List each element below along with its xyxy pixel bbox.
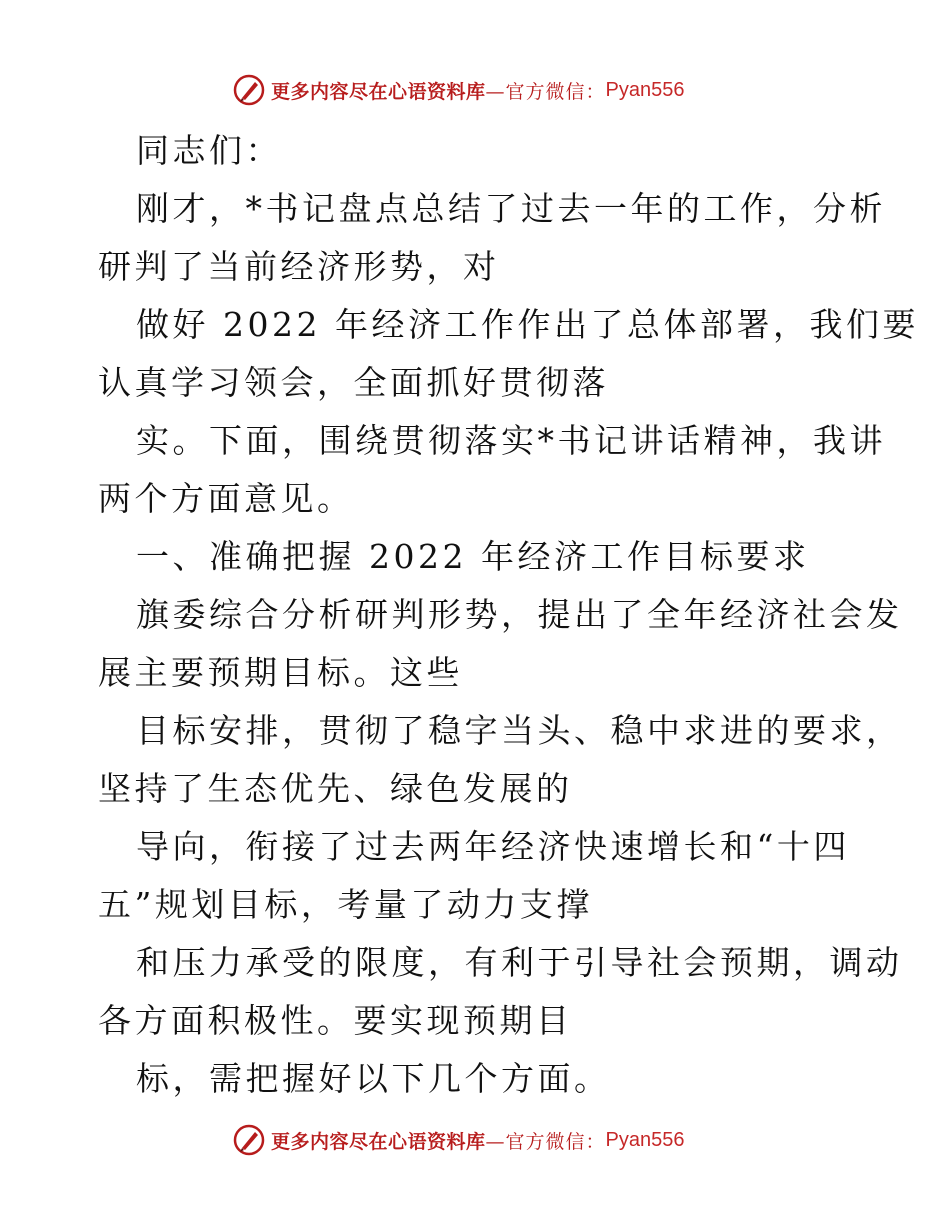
paragraph-line: 做好 2022 年经济工作作出了总体部署，我们要: [136, 305, 919, 344]
paragraph-line: 标，需把握好以下几个方面。: [136, 1059, 611, 1098]
document-body: [98, 122, 919, 1108]
paragraph-line: 认真学习领会，全面抓好贯彻落: [98, 363, 609, 402]
watermark-wechat-id: Pyan556: [605, 78, 685, 101]
watermark-official-text: —官方微信：: [485, 1130, 606, 1153]
watermark-official-text: —官方微信：: [485, 80, 606, 103]
paragraph-line: 展主要预期目标。这些: [98, 653, 463, 692]
salutation-line: 同志们：: [136, 131, 282, 170]
paragraph-line: 五”规划目标，考量了动力支撑: [98, 885, 593, 924]
header-watermark: [233, 72, 685, 108]
quill-pen-logo-icon: [233, 74, 265, 106]
quill-pen-logo-icon: [233, 1124, 265, 1156]
paragraph-line: 刚才，*书记盘点总结了过去一年的工作，分析: [136, 189, 886, 228]
paragraph-line: 实。下面，围绕贯彻落实*书记讲话精神，我讲: [136, 421, 886, 460]
watermark-wechat-id: Pyan556: [605, 1128, 685, 1151]
footer-watermark: [233, 1122, 685, 1158]
paragraph-line: 两个方面意见。: [98, 479, 354, 518]
paragraph-line: 坚持了生态优先、绿色发展的: [98, 769, 573, 808]
paragraph-line: 各方面积极性。要实现预期目: [98, 1001, 573, 1040]
paragraph-line: 旗委综合分析研判形势，提出了全年经济社会发: [136, 595, 903, 634]
watermark-brand-text: 更多内容尽在心语资料库: [271, 1130, 486, 1153]
paragraph-line: 目标安排，贯彻了稳字当头、稳中求进的要求，: [136, 711, 903, 750]
paragraph-line: 研判了当前经济形势，对: [98, 247, 500, 286]
paragraph-line: 导向，衔接了过去两年经济快速增长和“十四: [136, 827, 850, 866]
paragraph-line: 和压力承受的限度，有利于引导社会预期，调动: [136, 943, 903, 982]
watermark-brand-text: 更多内容尽在心语资料库: [271, 80, 486, 103]
section-heading: 一、准确把握 2022 年经济工作目标要求: [136, 537, 810, 576]
